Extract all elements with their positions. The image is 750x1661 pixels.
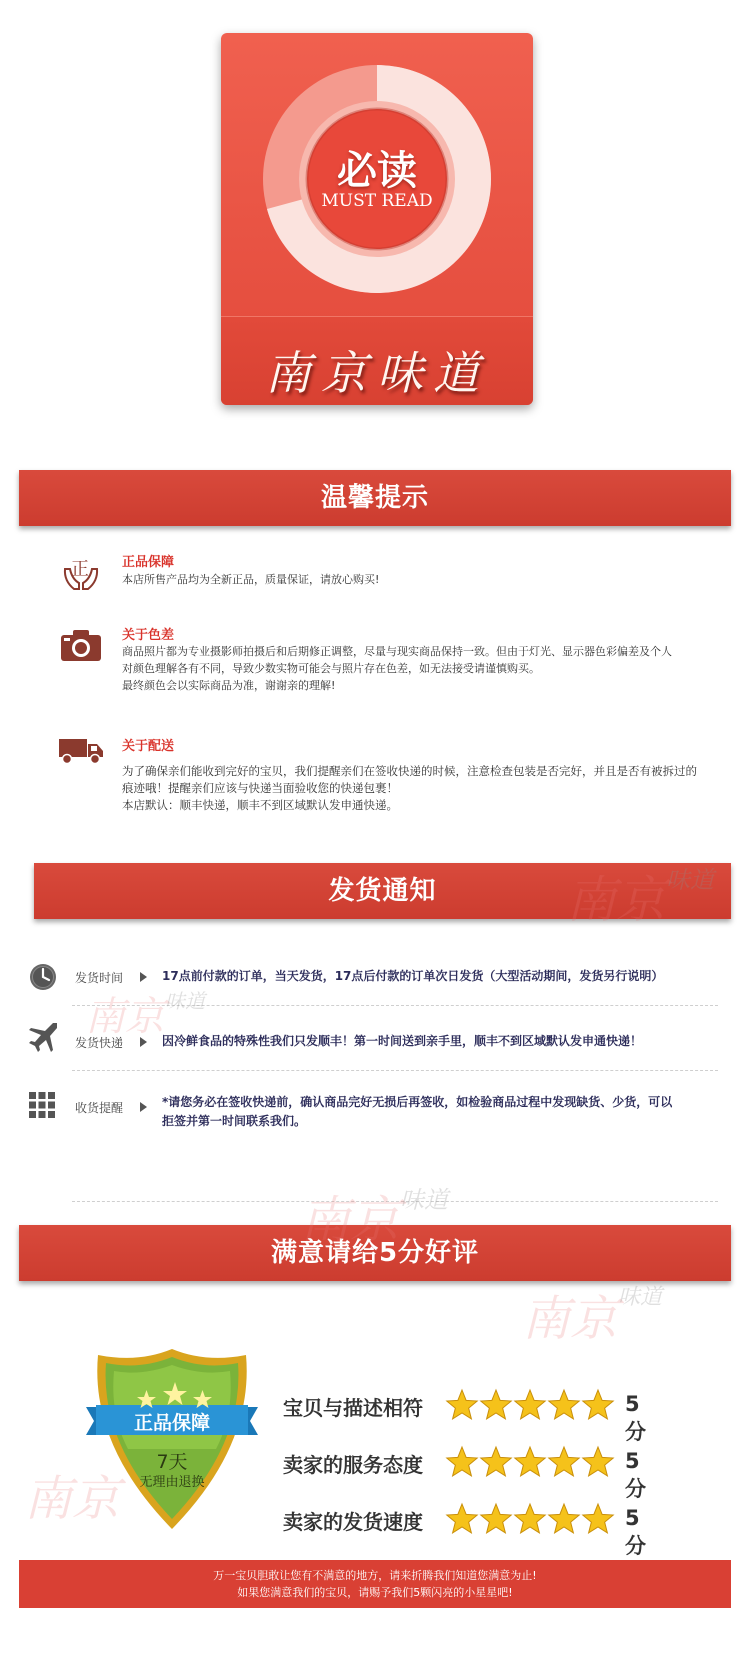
footer-line: 万一宝贝胆敢让您有不满意的地方，请来折腾我们知道您满意为止!	[213, 1569, 537, 1582]
ship-text-express: 因冷鲜食品的特殊性我们只发顺丰！第一时间送到亲手里，顺丰不到区域默认发申通快递！	[162, 1034, 643, 1048]
ship-text-receipt	[162, 1093, 672, 1131]
shield-days: 7天	[156, 1451, 188, 1473]
divider	[72, 1005, 718, 1006]
watermark-main: 南京	[24, 1471, 121, 1527]
divider	[72, 1201, 718, 1202]
rating-label: 卖家的服务态度	[283, 1453, 423, 1477]
ship-label-express: 发货快递	[75, 1036, 124, 1050]
rating-score: 5分	[625, 1392, 646, 1444]
watermark-main: 南京	[566, 871, 666, 929]
tip-line: 本店默认：顺丰快递，顺丰不到区域默认发申通快递。	[122, 798, 398, 812]
footer-line: 如果您满意我们的宝贝，请赐予我们5颗闪亮的小星星吧!	[237, 1586, 513, 1599]
arrow-right-icon	[140, 1037, 147, 1047]
rating-score: 5分	[625, 1449, 646, 1501]
tip-line: 最终颜色会以实际商品为准，谢谢亲的理解!	[122, 679, 336, 692]
ship-line: 拒签并第一时间联系我们。	[162, 1114, 307, 1128]
shield-policy: 无理由退换	[139, 1475, 205, 1490]
star-icon	[447, 1447, 477, 1476]
tip-line: 本店所售产品均为全新正品，质量保证，请放心购买!	[122, 573, 380, 586]
tip-title-genuine: 正品保障	[122, 555, 175, 570]
star-icon	[481, 1390, 511, 1419]
watermark-main: 南京	[300, 1191, 400, 1249]
badge-title: 必读	[337, 148, 417, 194]
tip-text-genuine	[122, 571, 732, 588]
clock-icon	[29, 963, 57, 991]
ship-text-time: 17点前付款的订单，当天发货，17点后付款的订单次日发货（大型活动期间，发货另行说明）	[162, 969, 664, 983]
tip-title-color: 关于色差	[122, 628, 175, 643]
watermark-sub: 味道	[666, 866, 714, 894]
arrow-right-icon	[140, 972, 147, 982]
tips-banner: 温馨提示	[19, 470, 731, 526]
star-icon	[481, 1447, 511, 1476]
camera-icon	[60, 628, 102, 662]
guarantee-shield	[86, 1345, 258, 1533]
watermark-main: 南京	[85, 994, 165, 1040]
tip-text-color	[122, 643, 732, 694]
star-icon	[549, 1504, 579, 1533]
star-icon	[515, 1504, 545, 1533]
star-icon	[447, 1390, 477, 1419]
footer-note	[19, 1560, 731, 1608]
rating-banner: 满意请给5分好评	[19, 1225, 731, 1281]
star-icon	[583, 1504, 613, 1533]
tip-line: 为了确保亲们能收到完好的宝贝，我们提醒亲们在签收快递的时候，注意检查包装是否完好，并且是否有被拆过的	[122, 764, 697, 778]
rating-score: 5分	[625, 1506, 646, 1558]
ship-label-time: 发货时间	[75, 971, 124, 985]
grid-icon	[29, 1092, 55, 1118]
divider	[72, 1070, 718, 1071]
tip-line: 痕迹哦！提醒亲们应该与快递当面验收您的快递包裹！	[122, 781, 398, 795]
star-icon	[481, 1504, 511, 1533]
star-icon	[515, 1447, 545, 1476]
ship-line: *请您务必在签收快递前，确认商品完好无损后再签收，如检验商品过程中发现缺货、少货，可以	[162, 1095, 673, 1109]
star-rating	[445, 1445, 615, 1479]
watermark-sub: 味道	[165, 989, 205, 1013]
tip-line: 商品照片都为专业摄影师拍摄后和后期修正调整，尽量与现实商品保持一致。但由于灯光、显示器色彩偏差及个人	[122, 645, 672, 658]
watermark-sub: 味道	[618, 1285, 663, 1310]
star-icon	[583, 1447, 613, 1476]
truck-icon	[58, 737, 104, 765]
ship-label-receipt: 收货提醒	[75, 1101, 124, 1115]
brand-name: 南京味道	[265, 346, 489, 400]
arrow-right-icon	[140, 1102, 147, 1112]
zheng-char: 正	[71, 559, 89, 580]
star-icon	[549, 1390, 579, 1419]
tip-title-delivery: 关于配送	[122, 739, 175, 754]
rating-label: 宝贝与描述相符	[283, 1396, 423, 1420]
star-icon	[549, 1447, 579, 1476]
badge-subtitle: MUST READ	[321, 191, 433, 211]
rating-label: 卖家的发货速度	[283, 1510, 423, 1534]
star-icon	[583, 1390, 613, 1419]
badge-brand-strip	[221, 316, 533, 405]
star-icon	[515, 1390, 545, 1419]
hands-icon	[62, 555, 100, 593]
plane-icon	[27, 1021, 59, 1053]
star-rating	[445, 1388, 615, 1422]
must-read-badge	[221, 33, 533, 405]
watermark	[522, 1280, 662, 1349]
star-icon	[447, 1504, 477, 1533]
star-rating	[445, 1502, 615, 1536]
shipping-banner: 发货通知	[34, 863, 731, 919]
shield-label: 正品保障	[133, 1412, 210, 1434]
watermark-main: 南京	[522, 1291, 619, 1347]
tip-line: 对颜色理解各有不同，导致少数实物可能会与照片存在色差，如无法接受请谨慎购买。	[122, 662, 540, 675]
watermark-sub: 味道	[400, 1186, 448, 1214]
tip-text-delivery	[122, 763, 732, 814]
